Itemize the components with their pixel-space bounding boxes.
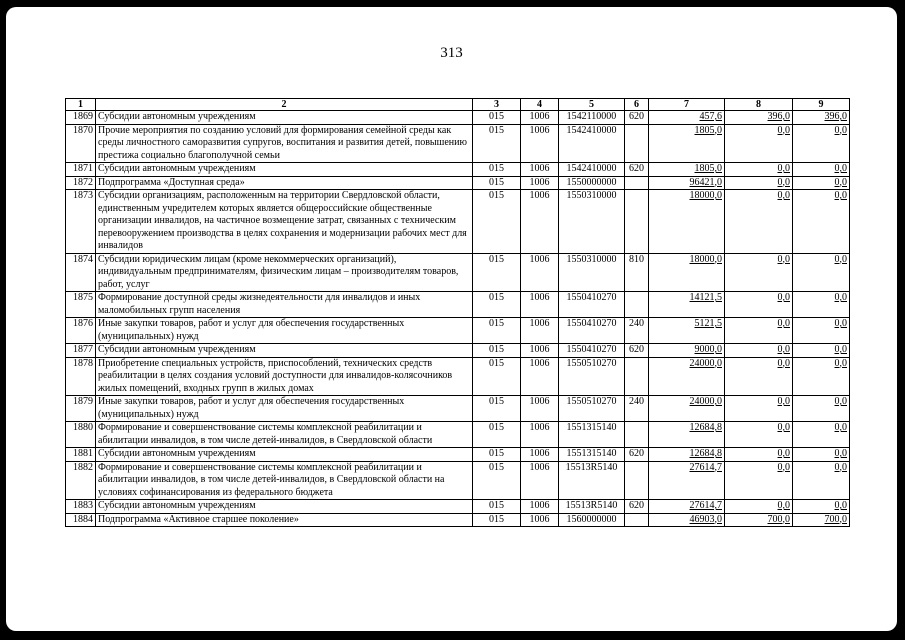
amount-col9 xyxy=(793,448,850,462)
amount-col8 xyxy=(725,344,793,358)
amount-col8-value: 0,0 xyxy=(777,461,790,473)
expense-type-code xyxy=(625,461,649,500)
ministry-code: 015 xyxy=(473,111,521,125)
target-article-code: 1550510270 xyxy=(559,357,625,396)
ministry-code: 015 xyxy=(473,344,521,358)
amount-col8 xyxy=(725,253,793,292)
column-header: 9 xyxy=(793,99,850,111)
table-row xyxy=(66,500,850,514)
amount-col9 xyxy=(793,422,850,448)
column-header: 4 xyxy=(521,99,559,111)
table-body xyxy=(66,111,850,527)
ministry-code: 015 xyxy=(473,357,521,396)
amount-col9-value: 0,0 xyxy=(834,461,847,473)
section-code: 1006 xyxy=(521,253,559,292)
table-row xyxy=(66,448,850,462)
amount-col8 xyxy=(725,124,793,163)
expense-type-code xyxy=(625,124,649,163)
amount-col7 xyxy=(649,500,725,514)
ministry-code: 015 xyxy=(473,422,521,448)
expense-type-code: 620 xyxy=(625,111,649,125)
amount-col7-value: 14121,5 xyxy=(689,292,722,303)
section-code: 1006 xyxy=(521,500,559,514)
amount-col9 xyxy=(793,190,850,254)
section-code: 1006 xyxy=(521,357,559,396)
row-number: 1876 xyxy=(66,318,96,344)
amount-col7-value: 96421,0 xyxy=(689,176,722,188)
amount-col9 xyxy=(793,124,850,163)
table-row xyxy=(66,513,850,527)
amount-col8 xyxy=(725,448,793,462)
section-code: 1006 xyxy=(521,422,559,448)
expense-type-code: 620 xyxy=(625,448,649,462)
expense-type-code xyxy=(625,292,649,318)
table-row xyxy=(66,163,850,177)
amount-col7-value: 24000,0 xyxy=(689,396,722,407)
row-number: 1870 xyxy=(66,124,96,163)
amount-col7-value: 46903,0 xyxy=(689,513,722,525)
target-article-code: 1542410000 xyxy=(559,124,625,163)
ministry-code: 015 xyxy=(473,461,521,500)
amount-col8 xyxy=(725,176,793,190)
target-article-code: 15513R5140 xyxy=(559,461,625,500)
amount-col8-value: 0,0 xyxy=(777,500,790,511)
amount-col9 xyxy=(793,461,850,500)
row-name: Формирование и совершенствование системы комплексной реабилитации и абилитации инвалидов, в том числе детей-инвалидов, в Свердловской области xyxy=(96,422,473,448)
amount-col8 xyxy=(725,422,793,448)
amount-col7-value: 27614,7 xyxy=(689,461,722,473)
amount-col7-value: 457,6 xyxy=(699,111,722,122)
amount-col7 xyxy=(649,176,725,190)
amount-col7 xyxy=(649,163,725,177)
amount-col7 xyxy=(649,344,725,358)
target-article-code: 1551315140 xyxy=(559,422,625,448)
document-page xyxy=(6,7,897,631)
amount-col7-value: 18000,0 xyxy=(689,190,722,201)
amount-col7 xyxy=(649,448,725,462)
table-row xyxy=(66,176,850,190)
row-name: Иные закупки товаров, работ и услуг для обеспечения государственных (муниципальных) нужд xyxy=(96,396,473,422)
table-header-row xyxy=(66,99,850,111)
amount-col7 xyxy=(649,513,725,527)
amount-col7 xyxy=(649,111,725,125)
amount-col9-value: 0,0 xyxy=(834,396,847,407)
section-code: 1006 xyxy=(521,111,559,125)
amount-col9-value: 0,0 xyxy=(834,422,847,433)
ministry-code: 015 xyxy=(473,124,521,163)
amount-col9 xyxy=(793,292,850,318)
page-number: 313 xyxy=(440,45,463,61)
section-code: 1006 xyxy=(521,124,559,163)
amount-col9 xyxy=(793,357,850,396)
amount-col8-value: 0,0 xyxy=(777,176,790,188)
table-row xyxy=(66,292,850,318)
amount-col9 xyxy=(793,344,850,358)
row-number: 1878 xyxy=(66,357,96,396)
table-row xyxy=(66,344,850,358)
expense-type-code: 620 xyxy=(625,344,649,358)
amount-col8-value: 0,0 xyxy=(777,357,790,369)
amount-col9-value: 0,0 xyxy=(834,176,847,188)
amount-col8-value: 0,0 xyxy=(777,124,790,136)
section-code: 1006 xyxy=(521,344,559,358)
section-code: 1006 xyxy=(521,176,559,190)
target-article-code: 1551315140 xyxy=(559,448,625,462)
expense-type-code xyxy=(625,513,649,527)
ministry-code: 015 xyxy=(473,318,521,344)
expense-type-code xyxy=(625,422,649,448)
amount-col7 xyxy=(649,124,725,163)
amount-col9-value: 0,0 xyxy=(834,253,847,265)
amount-col8 xyxy=(725,500,793,514)
amount-col7 xyxy=(649,422,725,448)
amount-col9-value: 700,0 xyxy=(824,513,847,525)
row-name: Подпрограмма «Активное старшее поколение» xyxy=(96,513,473,527)
target-article-code: 1550310000 xyxy=(559,190,625,254)
section-code: 1006 xyxy=(521,163,559,177)
expense-type-code: 620 xyxy=(625,500,649,514)
amount-col7-value: 27614,7 xyxy=(689,500,722,511)
amount-col9 xyxy=(793,396,850,422)
row-number: 1879 xyxy=(66,396,96,422)
row-name: Субсидии организациям, расположенным на территории Свердловской области, единственным учредителем которых является общероссийские общественные организации инвалидов, на частичное возмещение затрат, связанных с техническим перевооружением производства в целях сохранения и модернизации рабочих мест для инвалидов xyxy=(96,190,473,254)
amount-col7-value: 24000,0 xyxy=(689,357,722,369)
row-number: 1883 xyxy=(66,500,96,514)
row-name: Формирование доступной среды жизнедеятельности для инвалидов и иных маломобильных групп населения xyxy=(96,292,473,318)
amount-col9 xyxy=(793,513,850,527)
table-row xyxy=(66,111,850,125)
row-name: Субсидии автономным учреждениям xyxy=(96,344,473,358)
amount-col8 xyxy=(725,163,793,177)
row-number: 1874 xyxy=(66,253,96,292)
column-header: 6 xyxy=(625,99,649,111)
table-row xyxy=(66,461,850,500)
amount-col9 xyxy=(793,176,850,190)
amount-col9 xyxy=(793,500,850,514)
amount-col8-value: 0,0 xyxy=(777,344,790,355)
amount-col8 xyxy=(725,111,793,125)
amount-col9-value: 396,0 xyxy=(824,111,847,122)
column-header: 8 xyxy=(725,99,793,111)
amount-col8 xyxy=(725,461,793,500)
amount-col7 xyxy=(649,190,725,254)
row-number: 1880 xyxy=(66,422,96,448)
expense-type-code xyxy=(625,176,649,190)
amount-col9-value: 0,0 xyxy=(834,190,847,201)
amount-col9-value: 0,0 xyxy=(834,318,847,329)
amount-col8-value: 700,0 xyxy=(767,513,790,525)
row-name: Прочие мероприятия по созданию условий для формирования семейной среды как среды личностного саморазвития супругов, воспитания и развития детей, повышению престижа социально благополучной семьи xyxy=(96,124,473,163)
row-number: 1881 xyxy=(66,448,96,462)
ministry-code: 015 xyxy=(473,513,521,527)
amount-col8-value: 396,0 xyxy=(767,111,790,122)
amount-col9-value: 0,0 xyxy=(834,448,847,459)
row-name: Подпрограмма «Доступная среда» xyxy=(96,176,473,190)
amount-col9 xyxy=(793,253,850,292)
target-article-code: 1550410270 xyxy=(559,318,625,344)
row-name: Субсидии автономным учреждениям xyxy=(96,163,473,177)
row-number: 1882 xyxy=(66,461,96,500)
expense-type-code: 240 xyxy=(625,318,649,344)
budget-table xyxy=(65,98,850,527)
amount-col8-value: 0,0 xyxy=(777,448,790,459)
ministry-code: 015 xyxy=(473,500,521,514)
amount-col8-value: 0,0 xyxy=(777,190,790,201)
amount-col9-value: 0,0 xyxy=(834,344,847,355)
amount-col7 xyxy=(649,318,725,344)
amount-col8-value: 0,0 xyxy=(777,253,790,265)
expense-type-code xyxy=(625,357,649,396)
amount-col8-value: 0,0 xyxy=(777,396,790,407)
amount-col8 xyxy=(725,357,793,396)
table-row xyxy=(66,357,850,396)
amount-col8 xyxy=(725,513,793,527)
amount-col9-value: 0,0 xyxy=(834,292,847,303)
table-row xyxy=(66,253,850,292)
section-code: 1006 xyxy=(521,396,559,422)
column-header: 5 xyxy=(559,99,625,111)
target-article-code: 15513R5140 xyxy=(559,500,625,514)
amount-col9 xyxy=(793,111,850,125)
expense-type-code: 810 xyxy=(625,253,649,292)
section-code: 1006 xyxy=(521,513,559,527)
ministry-code: 015 xyxy=(473,163,521,177)
expense-type-code: 620 xyxy=(625,163,649,177)
amount-col9-value: 0,0 xyxy=(834,124,847,136)
amount-col7 xyxy=(649,357,725,396)
amount-col7 xyxy=(649,253,725,292)
amount-col8-value: 0,0 xyxy=(777,318,790,329)
column-header: 1 xyxy=(66,99,96,111)
row-name: Субсидии автономным учреждениям xyxy=(96,500,473,514)
amount-col9-value: 0,0 xyxy=(834,357,847,369)
row-name: Формирование и совершенствование системы комплексной реабилитации и абилитации инвалидов, в том числе детей-инвалидов, в Свердловской области на условиях софинансирования из федерального бюджета xyxy=(96,461,473,500)
amount-col7-value: 18000,0 xyxy=(689,253,722,265)
amount-col7-value: 12684,8 xyxy=(689,422,722,433)
expense-type-code xyxy=(625,190,649,254)
amount-col7-value: 12684,8 xyxy=(689,448,722,459)
amount-col8 xyxy=(725,190,793,254)
target-article-code: 1560000000 xyxy=(559,513,625,527)
section-code: 1006 xyxy=(521,461,559,500)
target-article-code: 1550410270 xyxy=(559,344,625,358)
amount-col8-value: 0,0 xyxy=(777,163,790,174)
ministry-code: 015 xyxy=(473,190,521,254)
amount-col8 xyxy=(725,318,793,344)
target-article-code: 1550510270 xyxy=(559,396,625,422)
section-code: 1006 xyxy=(521,190,559,254)
section-code: 1006 xyxy=(521,448,559,462)
amount-col9 xyxy=(793,318,850,344)
amount-col8 xyxy=(725,292,793,318)
target-article-code: 1542410000 xyxy=(559,163,625,177)
row-number: 1873 xyxy=(66,190,96,254)
ministry-code: 015 xyxy=(473,253,521,292)
row-number: 1884 xyxy=(66,513,96,527)
section-code: 1006 xyxy=(521,292,559,318)
row-name: Субсидии юридическим лицам (кроме некоммерческих организаций), индивидуальным предпринимателям, физическим лицам – производителям товаров, работ, услуг xyxy=(96,253,473,292)
ministry-code: 015 xyxy=(473,292,521,318)
table-row xyxy=(66,318,850,344)
amount-col7 xyxy=(649,396,725,422)
amount-col7-value: 1805,0 xyxy=(694,163,722,174)
column-header: 2 xyxy=(96,99,473,111)
row-number: 1869 xyxy=(66,111,96,125)
amount-col9 xyxy=(793,163,850,177)
amount-col9-value: 0,0 xyxy=(834,163,847,174)
target-article-code: 1550410270 xyxy=(559,292,625,318)
amount-col7 xyxy=(649,461,725,500)
row-number: 1875 xyxy=(66,292,96,318)
row-number: 1877 xyxy=(66,344,96,358)
amount-col8-value: 0,0 xyxy=(777,292,790,303)
amount-col7 xyxy=(649,292,725,318)
ministry-code: 015 xyxy=(473,396,521,422)
expense-type-code: 240 xyxy=(625,396,649,422)
ministry-code: 015 xyxy=(473,176,521,190)
table-row xyxy=(66,190,850,254)
row-number: 1872 xyxy=(66,176,96,190)
amount-col8-value: 0,0 xyxy=(777,422,790,433)
amount-col7-value: 5121,5 xyxy=(694,318,722,329)
amount-col9-value: 0,0 xyxy=(834,500,847,511)
target-article-code: 1550310000 xyxy=(559,253,625,292)
row-number: 1871 xyxy=(66,163,96,177)
column-header: 7 xyxy=(649,99,725,111)
row-name: Субсидии автономным учреждениям xyxy=(96,448,473,462)
table-row xyxy=(66,422,850,448)
amount-col7-value: 9000,0 xyxy=(694,344,722,355)
row-name: Приобретение специальных устройств, приспособлений, технических средств реабилитации в целях создания условий доступности для инвалидов-колясочников жилых помещений, входных групп в жилых домах xyxy=(96,357,473,396)
target-article-code: 1542110000 xyxy=(559,111,625,125)
ministry-code: 015 xyxy=(473,448,521,462)
row-name: Иные закупки товаров, работ и услуг для обеспечения государственных (муниципальных) нужд xyxy=(96,318,473,344)
amount-col7-value: 1805,0 xyxy=(694,124,722,136)
row-name: Субсидии автономным учреждениям xyxy=(96,111,473,125)
column-header: 3 xyxy=(473,99,521,111)
amount-col8 xyxy=(725,396,793,422)
section-code: 1006 xyxy=(521,318,559,344)
table-row xyxy=(66,396,850,422)
target-article-code: 1550000000 xyxy=(559,176,625,190)
table-row xyxy=(66,124,850,163)
